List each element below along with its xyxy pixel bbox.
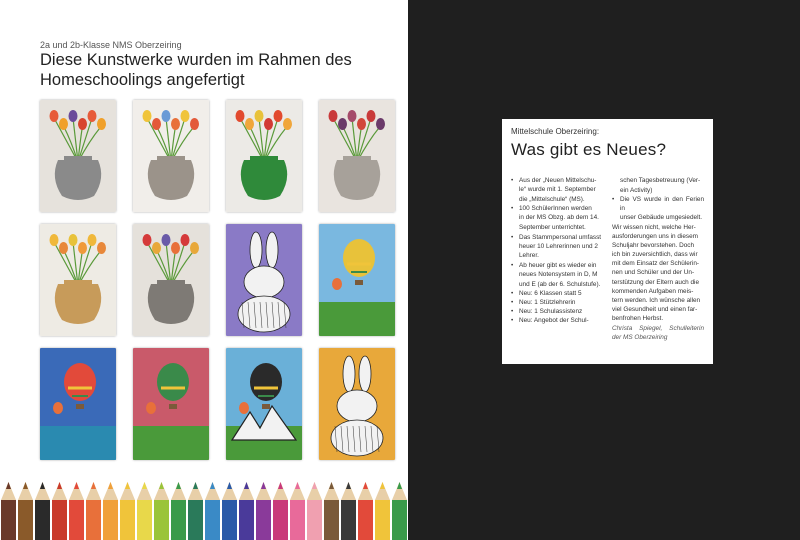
- bullet-icon: •: [511, 290, 514, 298]
- col1-bullet-continuation: le“ wurde mit 1. September: [519, 186, 596, 194]
- artwork-zentangle-rabbit: [226, 224, 302, 336]
- col1-bullet-continuation: die „Mittelschule“ (MS).: [519, 195, 585, 203]
- pencil-23: [392, 482, 407, 540]
- pencil-7: [120, 482, 135, 540]
- col2-paragraph-line: Wir wissen nicht, welche Her-: [612, 223, 696, 231]
- col1-bullet-item: • Aus der „Neuen Mittelschu-: [511, 177, 597, 184]
- pencil-2: [35, 482, 50, 540]
- col2-paragraph-line: viel Gesundheit und einen far-: [612, 305, 698, 313]
- article-signature: Christa Spiegel, Schulleiterin der MS Oberzeiring: [612, 325, 704, 342]
- col2-paragraph-line: ausforderungen uns in diesem: [612, 233, 698, 241]
- artwork-tulips-green-vase: [226, 100, 302, 212]
- pencil-0: [1, 482, 16, 540]
- col2-paragraph-line: mit dem Einsatz der Schülerin-: [612, 260, 700, 268]
- artwork-balloon-ocean: [40, 348, 116, 460]
- col1-bullet-continuation: und E (ab der 6. Schulstufe).: [519, 280, 601, 288]
- pencil-15: [256, 482, 271, 540]
- pencil-16: [273, 482, 288, 540]
- column-2-lines: [612, 176, 704, 323]
- artwork-hot-air-balloon-sky: [319, 224, 395, 336]
- bullet-icon: •: [511, 299, 514, 307]
- article-column-1: [511, 176, 603, 342]
- pencil-6: [103, 482, 118, 540]
- col1-bullet-continuation: September unterrichtet.: [519, 223, 586, 231]
- col1-bullet-item: • Neu: 1 Schulassistenz: [511, 308, 583, 316]
- pencil-3: [52, 482, 67, 540]
- bullet-icon: •: [511, 261, 514, 269]
- bullet-icon: •: [511, 233, 514, 241]
- artwork-tulips-magazine-vase: [133, 100, 209, 212]
- bullet-icon: •: [511, 177, 514, 184]
- artwork-flowers-grey-vase: [133, 224, 209, 336]
- col1-bullet-continuation: Lehrer.: [519, 252, 539, 260]
- col2-paragraph-line: kommenden Aufgaben meis-: [612, 287, 694, 295]
- pencil-17: [290, 482, 305, 540]
- pencil-20: [341, 482, 356, 540]
- colored-pencils-strip: [0, 474, 408, 540]
- col2-paragraph-line: benfrohen Herbst.: [612, 314, 664, 322]
- pencil-19: [324, 482, 339, 540]
- col1-bullet-item: • 100 SchülerInnen werden: [511, 205, 592, 213]
- pencil-21: [358, 482, 373, 540]
- col1-bullet-item: • Neu: 6 Klassen statt 5: [511, 290, 582, 298]
- col2-paragraph-line: Schuljahr bevorstehen. Doch: [612, 242, 695, 250]
- col1-bullet-item: • Neu: Angebot der Schul-: [511, 317, 589, 325]
- article-column-2: [612, 176, 704, 342]
- article-box: [502, 119, 713, 364]
- artwork-zentangle-rabbit-rainbow: [319, 348, 395, 460]
- pencil-22: [375, 482, 390, 540]
- page-headline: Diese Kunstwerke wurden im Rahmen des Homeschoolings angefertigt: [40, 51, 352, 89]
- artwork-balloons-sunset-hills: [133, 348, 209, 460]
- pencil-11: [188, 482, 203, 540]
- pencil-12: [205, 482, 220, 540]
- pencil-18: [307, 482, 322, 540]
- pencil-4: [69, 482, 84, 540]
- pencil-14: [239, 482, 254, 540]
- artwork-balloon-mountains: [226, 348, 302, 460]
- bullet-icon: •: [612, 196, 615, 204]
- col1-bullet-item: • Ab heuer gibt es wieder ein: [511, 261, 597, 269]
- col2-bullet-continuation: unser Gebäude umgesiedelt.: [620, 214, 703, 222]
- col2-bullet-continuation: schen Tagesbetreuung (Ver-: [620, 177, 701, 184]
- pencil-9: [154, 482, 169, 540]
- artwork-tulips-collage-vase: [40, 100, 116, 212]
- article-title: Was gibt es Neues?: [511, 140, 667, 159]
- bullet-icon: •: [511, 317, 514, 325]
- col2-paragraph-line: ich bin zuversichtlich, dass wir: [612, 251, 698, 259]
- pencil-1: [18, 482, 33, 540]
- pencil-10: [171, 482, 186, 540]
- col1-bullet-continuation: neues Notensystem in D, M: [519, 270, 598, 278]
- col1-bullet-item: • Neu: 1 Stützlehrerin: [511, 299, 576, 307]
- col2-paragraph-line: terstützung der Eltern auch die: [612, 278, 700, 286]
- col1-bullet-continuation: in der MS Obzg. ab dem 14.: [519, 214, 599, 222]
- col1-bullet-item: • Das Stammpersonal umfasst: [511, 233, 602, 241]
- col2-bullet-item: • Die VS wurde in den Ferien in: [612, 196, 704, 213]
- pencil-8: [137, 482, 152, 540]
- col2-paragraph-line: tern werden. Ich wünsche allen: [612, 296, 701, 304]
- article-kicker: Mittelschule Oberzeiring:: [511, 127, 600, 136]
- page-kicker: 2a und 2b-Klasse NMS Oberzeiring: [40, 40, 182, 50]
- artwork-grid: [40, 100, 395, 460]
- bullet-icon: •: [511, 308, 514, 316]
- pencil-13: [222, 482, 237, 540]
- pencil-5: [86, 482, 101, 540]
- col1-bullet-continuation: heuer 10 Lehrerinnen und 2: [519, 242, 598, 250]
- col2-paragraph-line: nen und Schüler und der Un-: [612, 269, 695, 277]
- article-columns: [511, 176, 704, 342]
- col2-bullet-continuation: ein Activity): [620, 186, 653, 194]
- artwork-tulips-newspaper-vase: [319, 100, 395, 212]
- artwork-tulips-yellow-woven: [40, 224, 116, 336]
- bullet-icon: •: [511, 205, 514, 213]
